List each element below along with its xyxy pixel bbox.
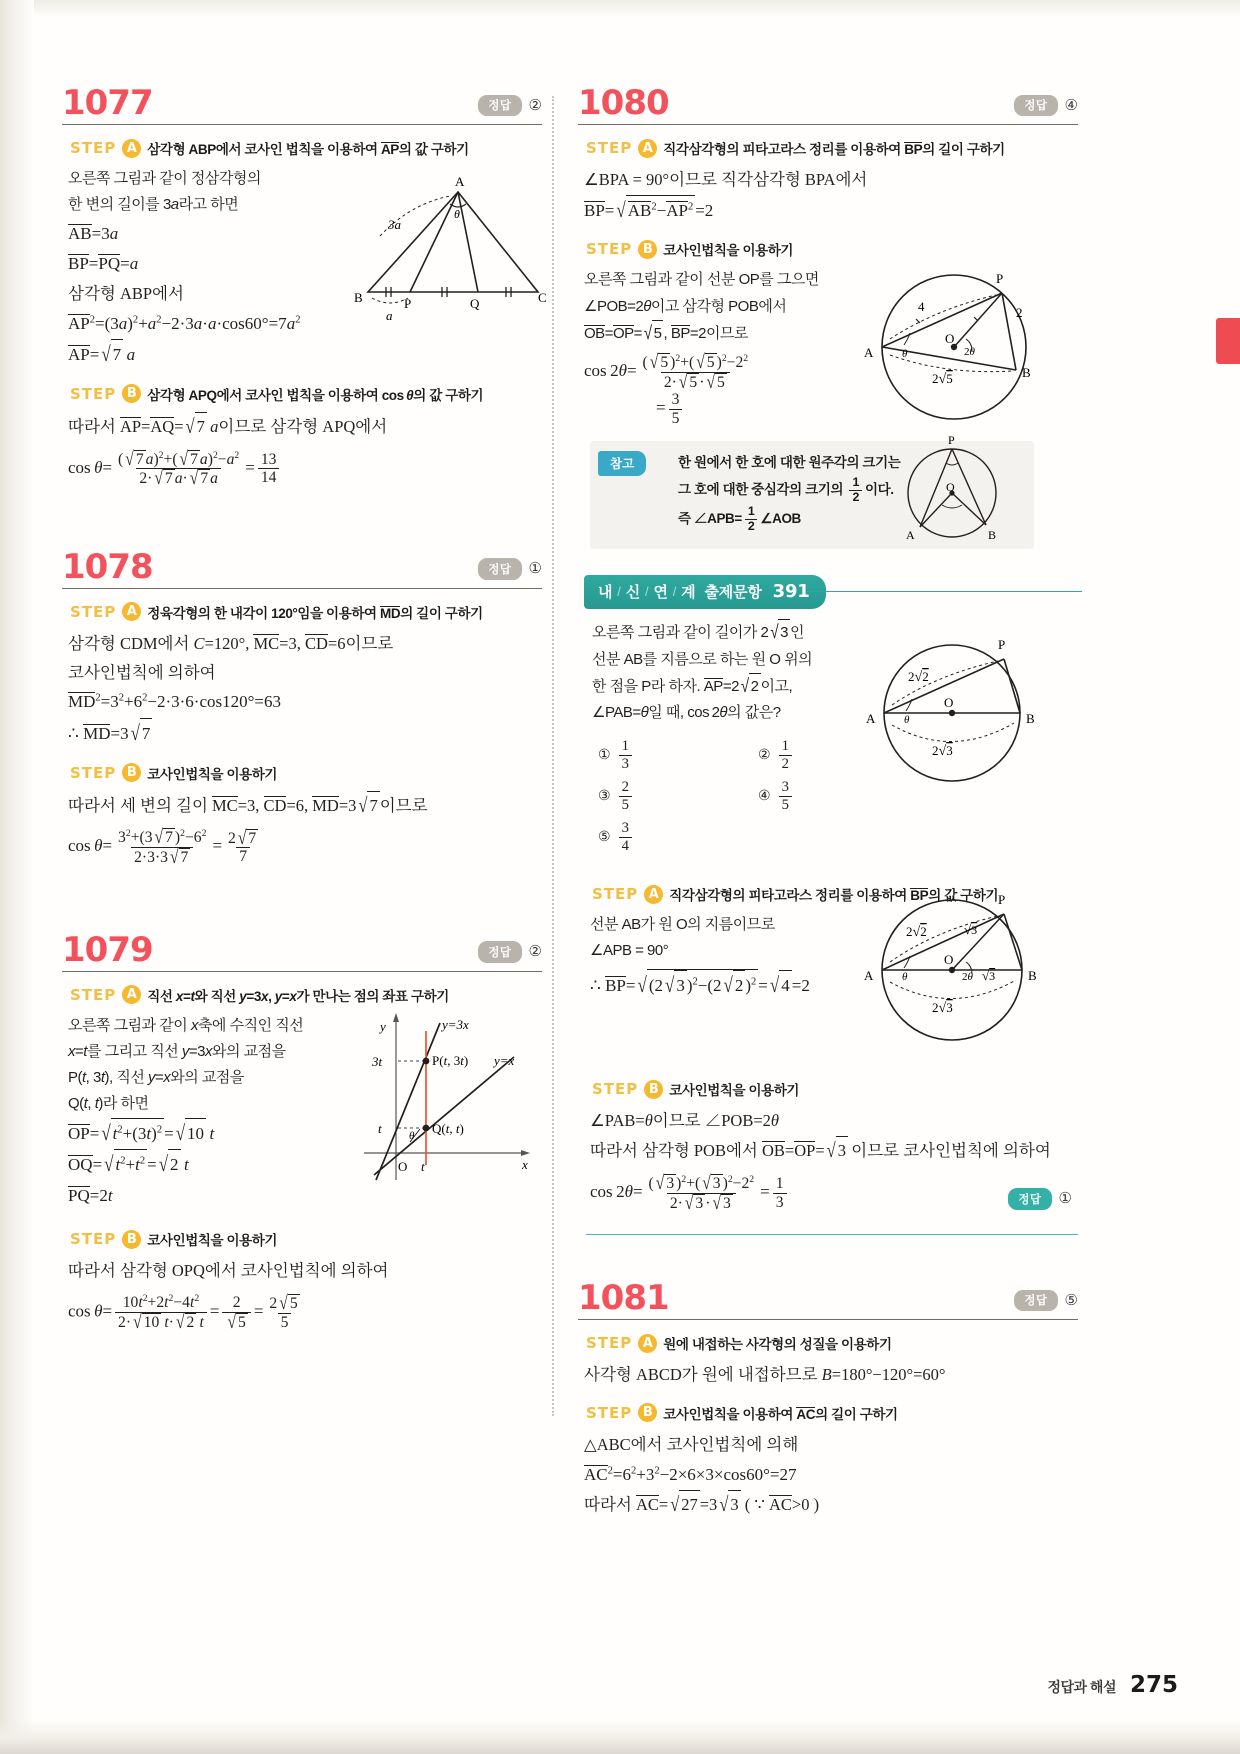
- equation-bp: BP=PQ=a: [68, 254, 139, 274]
- step-a: [70, 138, 542, 158]
- equation-md2: $MD^2=3^2+6^2-2\cdot 3\cdot 6\cdot\cos 120^\circ=63$: [68, 692, 282, 712]
- label-O: O: [398, 1158, 408, 1174]
- solution-body-1077: [62, 166, 547, 371]
- figure-1077: [350, 174, 550, 324]
- naesin-label-2: 신: [625, 584, 641, 602]
- equation-cos-1077: cos θ= $\frac{( √ 7 a)^2+( √ 7 a)^2-a^2}{2\cdot √ 7 a\cdot √ 7 a}$ = $\frac{13}{14}$: [68, 450, 542, 488]
- slash-2: /: [645, 584, 649, 600]
- label-2: 2: [1016, 305, 1023, 321]
- note-badge: 참고: [598, 451, 646, 476]
- step-word: STEP: [592, 885, 639, 904]
- text-line: 코사인법칙에 의하여: [68, 662, 216, 682]
- label-y-3x: y=3x: [442, 1016, 469, 1032]
- equation-oq: OQ= √ $t^2+t^2$ = √ 2 t: [68, 1149, 542, 1181]
- step-a: [586, 1333, 1078, 1353]
- problem-number: 1080: [578, 83, 669, 123]
- page-number: 275: [1129, 1672, 1178, 1698]
- step-word: STEP: [70, 1230, 117, 1249]
- text-line: 한 변의 길이를 3a라고 하면: [68, 196, 239, 214]
- equation-bp-naesin: ∴ BP= √ (2 √ 3 )$^2$−(2 √ 2 )$^2$ = √ 4 =2: [590, 969, 1078, 1002]
- text-line: ∠PAB=θ이므로 ∠POB=2θ: [590, 1111, 780, 1131]
- label-P: P: [948, 433, 955, 448]
- label-B: B: [354, 290, 363, 305]
- step-title: 원에 내접하는 사각형의 성질을 이용하기: [663, 1337, 892, 1353]
- axis-label-x: x: [522, 1156, 528, 1172]
- answer-value: ⑤: [1064, 1292, 1078, 1309]
- text-line: 따라서 AC= √ 27 =3 √ 3 ( ∵ AC>0 ): [584, 1490, 1078, 1520]
- problem-1081: [578, 1278, 1078, 1520]
- answer-group: [1014, 1290, 1078, 1316]
- step-word: STEP: [70, 763, 117, 782]
- text-line: 오른쪽 그림과 같이 선분 OP를 그으면: [584, 271, 819, 289]
- choice-den: 5: [779, 796, 792, 813]
- step-b: [70, 763, 542, 783]
- equation-ap: AP= √ 7 a: [68, 339, 542, 371]
- choice-den: 4: [619, 837, 632, 854]
- choice-1[interactable]: [598, 738, 758, 772]
- label-a: a: [386, 308, 393, 323]
- naesin-figure-1: [846, 633, 1078, 793]
- step-title: 코사인법칙을 이용하기: [147, 766, 278, 782]
- slash-1: /: [617, 584, 621, 600]
- page-tab-marker: [1216, 318, 1240, 364]
- label-2root3: 2√3: [932, 1000, 953, 1017]
- step-badge: A: [122, 985, 141, 1004]
- label-3a: 3a: [388, 217, 401, 232]
- answer-badge: 정답: [478, 95, 521, 117]
- step-a: [70, 985, 542, 1005]
- step-title: 코사인법칙을 이용하기: [663, 243, 794, 259]
- step-word: STEP: [586, 139, 633, 157]
- step-title: 삼각형 APQ에서 코사인 법칙을 이용하여 cos θ의 값 구하기: [147, 387, 484, 403]
- text-line: 삼각형 ABP에서: [68, 283, 184, 303]
- circle-pob-diagram-2: [846, 886, 1078, 1056]
- label-theta: θ: [409, 1129, 415, 1142]
- label-O: O: [944, 952, 954, 968]
- step-word: STEP: [586, 1403, 633, 1422]
- choice-mark: ①: [598, 747, 611, 763]
- text-line: ∠PAB=θ일 때, cos 2θ의 값은?: [592, 704, 781, 722]
- page-footer: [1047, 1672, 1178, 1698]
- equation-cos-1079: cos θ= $\frac{10t^2+2t^2-4t^2}{2\cdot √ 10 t\cdot √ 2 t}$ = $\frac{2}{√ 5}$ = $\frac{2 √ 5}{5}$: [68, 1293, 298, 1333]
- label-O: O: [945, 331, 955, 347]
- naesin-number: 391: [772, 581, 810, 603]
- problem-number: 1078: [62, 546, 153, 587]
- naesin-problem-body: [584, 619, 1078, 854]
- text-line: 한 점을 P라 하자. AP=2 √ 2 이고,: [592, 673, 1078, 700]
- text-line: P(t, 3t), 직선 y=x와의 교점을: [68, 1069, 244, 1086]
- label-O: O: [944, 695, 954, 711]
- note-line: 한 원에서 한 호에 대한 원주각의 크기는: [678, 455, 901, 471]
- triangle-abp-diagram: [350, 174, 550, 324]
- label-C: C: [538, 290, 547, 305]
- naesin-suffix: 출제문항: [704, 584, 762, 602]
- step-badge: A: [122, 139, 141, 158]
- choice-mark: ③: [598, 788, 611, 804]
- label-theta: θ: [454, 207, 460, 221]
- right-column: [578, 83, 1078, 1524]
- note-line: 그 호에 대한 중심각의 크기의 $\frac{1}{2}$ 이다.: [678, 475, 894, 505]
- coordinate-plane-diagram: [354, 1005, 544, 1190]
- label-2theta: 2θ: [964, 346, 975, 359]
- header-rule: [62, 971, 542, 972]
- problem-number: 1077: [62, 83, 153, 123]
- naesin-rule: [806, 591, 1082, 592]
- answer-group: [478, 95, 542, 121]
- answer-value: ①: [528, 561, 542, 578]
- answer-badge: 정답: [478, 558, 521, 580]
- label-theta: θ: [902, 348, 908, 361]
- column-divider: [552, 96, 554, 1416]
- step-title: 직선 x=t와 직선 y=3x, y=x가 만나는 점의 좌표 구하기: [147, 988, 449, 1004]
- step-title: 삼각형 ABP에서 코사인 법칙을 이용하여 AP의 값 구하기: [147, 142, 469, 157]
- label-B: B: [1026, 711, 1035, 727]
- label-P: P: [998, 637, 1006, 653]
- text-line: 사각형 ABCD가 원에 내접하므로 B=180°−120°=60°: [584, 1365, 946, 1385]
- choice-num: 2: [621, 779, 629, 796]
- text-line: 선분 AB가 원 O의 지름이므로: [590, 916, 775, 934]
- step-title: 정육각형의 한 내각이 120°임을 이용하여 MD의 길이 구하기: [147, 605, 483, 621]
- answer-badge: 정답: [1014, 1290, 1057, 1312]
- choice-mark: ④: [758, 788, 771, 804]
- step-b: [70, 1229, 542, 1249]
- step-badge: B: [638, 1403, 657, 1422]
- figure-1080: [846, 265, 1076, 430]
- step-word: STEP: [592, 1080, 639, 1099]
- choice-num: 3: [781, 779, 789, 796]
- answer-badge: 정답: [1008, 1188, 1051, 1210]
- step-badge: B: [122, 763, 141, 782]
- choice-den: 3: [619, 755, 632, 772]
- problem-number: 1081: [578, 1278, 669, 1319]
- step-word: STEP: [70, 384, 117, 403]
- label-2root3: 2√3: [932, 743, 953, 760]
- choice-4[interactable]: [758, 779, 795, 813]
- problem-1077: [62, 83, 547, 490]
- answer-value: ①: [1058, 1191, 1072, 1208]
- problem-header: [578, 1278, 1078, 1319]
- naesin-figure-2: [846, 886, 1078, 1056]
- header-rule: [62, 124, 542, 125]
- label-3t: 3t: [372, 1053, 383, 1069]
- step-word: STEP: [70, 602, 117, 621]
- choice-mark: ②: [758, 747, 771, 763]
- equation-ab: AB=3a: [68, 223, 119, 243]
- circle-diameter-diagram: [846, 633, 1078, 793]
- text-line: 따라서 삼각형 POB에서 OB=OP= √ 3 이므로 코사인법칙에 의하여: [590, 1136, 1078, 1166]
- answer-group: [478, 558, 542, 584]
- solution-body-1079: [62, 1013, 542, 1212]
- note-figure: [890, 435, 1020, 551]
- equation-result-1080: = $\frac{3}{5}$: [656, 391, 1078, 427]
- label-theta: θ: [902, 971, 908, 984]
- step-b: [586, 1403, 1078, 1423]
- label-P: P: [998, 892, 1006, 908]
- step-word: STEP: [70, 139, 117, 157]
- step-word: STEP: [586, 1334, 633, 1353]
- label-P: P(t, 3t): [432, 1052, 469, 1068]
- footer-label: 정답과 해설: [1047, 1679, 1116, 1695]
- text-line: Q(t, t)라 하면: [68, 1095, 149, 1113]
- step-word: STEP: [70, 985, 117, 1004]
- step-badge: A: [122, 602, 141, 621]
- step-badge: A: [638, 1334, 657, 1353]
- label-B: B: [1028, 968, 1037, 984]
- label-2theta: 2θ: [962, 971, 973, 984]
- equation-pq: PQ=2t: [68, 1185, 113, 1205]
- note-line: 즉 ∠APB= $\frac{1}{2}$ ∠AOB: [678, 504, 801, 533]
- answer-badge: 정답: [1014, 95, 1057, 117]
- label-4: 4: [918, 299, 925, 315]
- slash-3: /: [672, 584, 677, 600]
- label-A: A: [455, 174, 465, 189]
- step-title: 직각삼각형의 피타고라스 정리를 이용하여 BP의 길이 구하기: [663, 142, 1005, 157]
- problem-header: [578, 83, 1078, 123]
- label-2root2: 2√2: [906, 924, 927, 941]
- text-line: △ABC에서 코사인법칙에 의해: [584, 1434, 799, 1454]
- page-left-shadow: [0, 0, 34, 1754]
- choice-num: 1: [781, 738, 789, 755]
- text-line: x=t를 그리고 직선 y=3x와의 교점을: [68, 1042, 286, 1060]
- step-badge: A: [644, 885, 663, 904]
- step-badge: B: [644, 1080, 663, 1099]
- text-line: 삼각형 CDM에서 C=120°, MC=3, CD=6이므로: [68, 633, 394, 653]
- equation-bp-1080: BP= √ $AB^2-AP^2 =2$: [584, 195, 1078, 227]
- naesin-label-4: 계: [681, 584, 696, 602]
- step-a: [70, 602, 542, 622]
- problem-1080: [578, 83, 1078, 549]
- answer-group: [1014, 95, 1078, 121]
- stepb-line-1077: 따라서 AP=AQ= √ 7 a이므로 삼각형 APQ에서: [68, 412, 542, 442]
- answer-value: ②: [528, 944, 542, 961]
- choice-den: 5: [619, 796, 632, 813]
- text-line: 오른쪽 그림과 같이 x축에 수직인 직선: [68, 1016, 304, 1034]
- choice-row: [598, 820, 958, 854]
- step-badge: A: [638, 139, 657, 158]
- section-divider: [586, 1234, 1078, 1235]
- naesin-banner: [584, 575, 826, 609]
- choice-num: 3: [621, 820, 629, 837]
- label-A: A: [866, 711, 876, 727]
- label-A: A: [864, 345, 874, 361]
- equation-op: OP= √ $t^2+(3t)^2$ = √ 10 t: [68, 1118, 542, 1150]
- step-word: STEP: [586, 240, 633, 259]
- label-B: B: [1022, 365, 1031, 381]
- answer-badge: 정답: [478, 941, 521, 963]
- label-theta: θ: [904, 714, 910, 727]
- naesin-section: [584, 575, 1078, 1235]
- text-line: ∠APB = 90°: [590, 942, 669, 960]
- label-root3: √3: [964, 922, 978, 938]
- step-b: [70, 384, 542, 404]
- figure-1079: [354, 1005, 544, 1190]
- answer-group: [478, 941, 542, 967]
- equation-ap2: $AP^2=(3a)^2+a^2-2\cdot 3a\cdot a\cdot\cos 60^\circ=7a^2$: [68, 313, 301, 333]
- answer-value: ②: [528, 97, 542, 114]
- left-column: [62, 83, 547, 1335]
- solution-body-1080: [578, 267, 1078, 427]
- equation-cos-1078: cos θ= $\frac{3^2+(3 √ 7 )^2-6^2}{2\cdot 3\cdot 3 √ 7}$ = $\frac{2 √ 7}{7}$: [68, 827, 257, 869]
- text-line: OB=OP= √ 5 , BP=2이므로: [584, 320, 1078, 347]
- step-title: 코사인법칙을 이용하여 AC의 길이 구하기: [663, 1406, 898, 1422]
- label-P: P: [996, 271, 1004, 287]
- inscribed-angle-diagram: [890, 435, 1020, 551]
- axis-label-y: y: [380, 1018, 386, 1034]
- naesin-label-1: 내: [598, 584, 613, 602]
- step-title: 코사인법칙을 이용하기: [147, 1233, 278, 1249]
- stepb-line-1079: 따라서 삼각형 OPQ에서 코사인법칙에 의하여: [68, 1261, 389, 1281]
- step-title: 코사인법칙을 이용하기: [669, 1083, 800, 1099]
- equation-ac2: $AC^2=6^2+3^2-2\times 6\times 3\times\cos 60^\circ=27$: [584, 1464, 797, 1484]
- answer-value: ④: [1064, 97, 1078, 114]
- step-badge: B: [122, 384, 141, 403]
- text-line: ∠POB=2θ이고 삼각형 POB에서: [584, 297, 787, 315]
- header-rule: [62, 588, 542, 589]
- label-y-x: y=x: [494, 1052, 515, 1068]
- header-rule: [578, 1319, 1078, 1320]
- label-2root2: 2√2: [908, 669, 929, 686]
- text-line: 오른쪽 그림과 같이 정삼각형의: [68, 170, 261, 187]
- problem-header: [62, 546, 542, 587]
- text-line: 오른쪽 그림과 같이 길이가 2 √ 3 인: [592, 619, 1078, 646]
- label-Q: Q: [470, 296, 480, 311]
- equation-cos2theta-naesin: cos 2θ= $\frac{( √ 3 )^2+( √ 3 )^2-2^2}{2\cdot √ 3 \cdot √ 3}$ = $\frac{1}{3}$: [590, 1174, 1078, 1212]
- label-P: P: [404, 296, 412, 311]
- stepb-line-1078: 따라서 세 변의 길이 MC=3, CD=6, MD=3 √ 7 이므로: [68, 791, 542, 821]
- step-badge: B: [638, 240, 657, 259]
- text-line: 선분 AB를 지름으로 하는 원 O 위의: [592, 650, 813, 668]
- step-a: [586, 138, 1078, 158]
- text-line: ∠BPA = 90°이므로 직각삼각형 BPA에서: [584, 170, 868, 189]
- naesin-step-b: [592, 1079, 1078, 1099]
- label-A: A: [906, 528, 915, 543]
- step-badge: B: [122, 1230, 141, 1249]
- circle-pob-diagram: [846, 265, 1076, 430]
- label-root3b: √3: [982, 968, 996, 984]
- equation-cos2theta-1080: cos 2θ= $\frac{( √ 5 )^2+( √ 5 )^2-2^2}{2\cdot √ 5 \cdot √ 5}$: [584, 352, 749, 393]
- choice-3[interactable]: [598, 779, 758, 813]
- label-Q: Q(t, t): [432, 1120, 464, 1136]
- naesin-answer-group: [1008, 1188, 1072, 1210]
- step-title: 직각삼각형의 피타고라스 정리를 이용하여 BP의 값 구하기: [669, 888, 999, 904]
- naesin-label-3: 연: [653, 584, 668, 602]
- label-t-axis: t: [378, 1120, 382, 1136]
- reference-note-box: [590, 433, 1034, 549]
- problem-1079: [62, 929, 542, 1333]
- problem-header: [62, 83, 542, 123]
- problem-number: 1079: [62, 929, 153, 970]
- choice-5[interactable]: [598, 820, 758, 854]
- step-b: [586, 239, 1078, 259]
- equation-md: ∴ MD=3 √ 7: [68, 718, 542, 750]
- label-O: O: [946, 480, 955, 495]
- choice-mark: ⑤: [598, 829, 611, 845]
- choice-den: 2: [779, 755, 792, 772]
- problem-1078: [62, 546, 542, 869]
- choice-2[interactable]: [758, 738, 795, 772]
- label-t: t: [421, 1158, 425, 1174]
- choice-num: 1: [621, 738, 629, 755]
- page-top-shadow: [0, 0, 1240, 18]
- label-A: A: [864, 968, 874, 984]
- label-B: B: [988, 528, 997, 543]
- header-rule: [578, 124, 1078, 125]
- problem-header: [62, 929, 542, 970]
- page-bottom-shadow: [0, 1718, 1240, 1754]
- label-2root5: 2√5: [932, 371, 953, 388]
